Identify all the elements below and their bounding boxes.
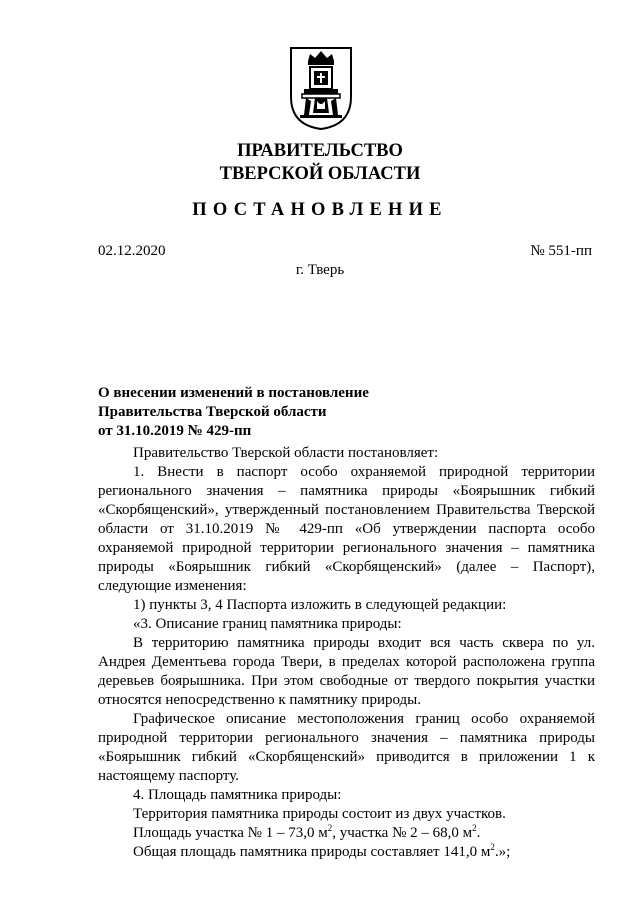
paragraph-preamble: Правительство Тверской области постановляет: <box>133 445 439 461</box>
document-type: ПОСТАНОВЛЕНИЕ <box>192 200 448 220</box>
area-plot-2: , участка № 2 – 68,0 м <box>332 825 473 841</box>
government-title-line2: ТВЕРСКОЙ ОБЛАСТИ <box>219 164 421 184</box>
paragraph-subitem-1: 1) пункты 3, 4 Паспорта изложить в следующей редакции: <box>133 597 507 613</box>
paragraph-area-plots <box>98 824 595 843</box>
area-total-end: .»; <box>494 844 511 860</box>
document-date: 02.12.2020 <box>98 243 166 259</box>
paragraph-point-3-text: В территорию памятника природы входит вся часть сквера по ул. Андрея Дементьева города Твери, в пределах которой расположена группа деревьев боярышника. При этом свободные от твердого покрытия участки относятся непосредственно к памятнику природы. <box>98 635 595 708</box>
paragraph-point-3-graphic: Графическое описание местоположения границ особо охраняемой природной территории регионального значения – памятника природы «Боярышник гибкий «Скорбященский» приводится в приложении 1 к настоящему паспорту. <box>98 711 595 784</box>
subject-line1: О внесении изменений в постановление <box>98 385 369 401</box>
area-plot-1: Площадь участка № 1 – 73,0 м <box>133 825 328 841</box>
document-body <box>98 444 595 862</box>
document-number: № 551-пп <box>530 243 592 259</box>
superscript-2: 2 <box>472 823 477 833</box>
government-title-line1: ПРАВИТЕЛЬСТВО <box>237 141 403 161</box>
document-city: г. Тверь <box>295 262 345 278</box>
tver-coat-of-arms-icon <box>288 45 354 131</box>
area-period: . <box>476 825 481 841</box>
paragraph-item-1: 1. Внести в паспорт особо охраняемой природной территории регионального значения – памятника природы «Боярышник гибкий «Скорбященский», утвержденный постановлением Правительства Тверской области от 31.10.2019 № 429-пп «Об утверждении паспорта особо охраняемой природной территории регионального значения – памятника природы «Боярышник гибкий «Скорбященский» (далее – Паспорт), следующие изменения: <box>98 464 595 594</box>
document-subject <box>98 384 369 441</box>
paragraph-area-total <box>98 843 595 862</box>
paragraph-point-4-text: Территория памятника природы состоит из двух участков. <box>133 806 506 822</box>
paragraph-point-4-heading: 4. Площадь памятника природы: <box>133 787 342 803</box>
government-title <box>0 140 640 186</box>
superscript-2: 2 <box>490 842 495 852</box>
subject-line2: Правительства Тверской области <box>98 404 327 420</box>
area-total-text: Общая площадь памятника природы составляет 141,0 м <box>133 844 491 860</box>
subject-line3: от 31.10.2019 № 429-пп <box>98 423 252 439</box>
paragraph-point-3-heading: «3. Описание границ памятника природы: <box>133 616 402 632</box>
superscript-2: 2 <box>327 823 333 833</box>
